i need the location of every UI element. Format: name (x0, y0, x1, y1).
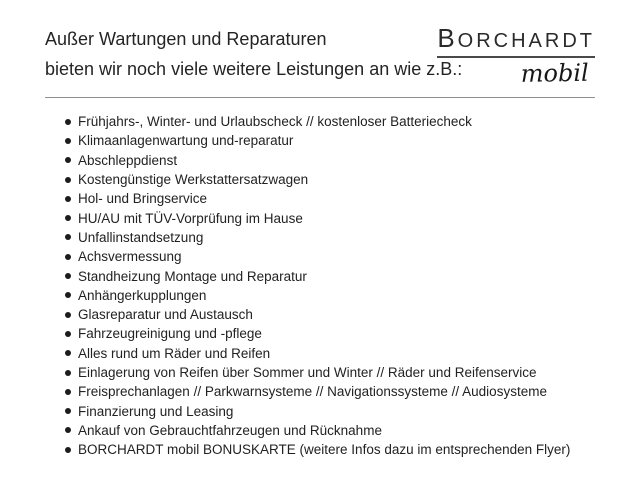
service-label: Unfallinstandsetzung (78, 229, 204, 245)
bullet-icon (65, 408, 71, 414)
service-label: Abschleppdienst (78, 152, 178, 168)
bullet-icon (65, 215, 71, 221)
list-item (45, 382, 610, 401)
list-item (45, 131, 610, 150)
list-item (45, 324, 610, 343)
logo-subtitle: mobil (520, 58, 590, 88)
list-item (45, 112, 610, 131)
service-label: Anhängerkupplungen (78, 287, 207, 303)
header-line-1: Außer Wartungen und Reparaturen (45, 29, 327, 49)
service-label: Frühjahrs-, Winter- und Urlaubscheck // kostenloser Batteriecheck (78, 114, 472, 130)
header-line-2: bieten wir noch viele weitere Leistungen an wie z.B.: (45, 59, 463, 79)
service-label: Alles rund um Räder und Reifen (78, 345, 271, 361)
service-label: Fahrzeugreinigung und -pflege (78, 326, 262, 342)
logo-wordmark (437, 25, 595, 58)
service-label: Einlagerung von Reifen über Sommer und Winter // Räder und Reifenservice (78, 365, 537, 380)
list-item (45, 363, 610, 382)
service-label: BORCHARDT mobil BONUSKARTE (weitere Infos dazu im entsprechenden Flyer) (78, 442, 571, 458)
bullet-icon (65, 370, 71, 376)
logo-initial: B (437, 23, 458, 53)
bullet-icon (65, 447, 71, 453)
service-label: Achsvermessung (78, 249, 182, 265)
service-label: Klimaanlagenwartung und-reparatur (78, 133, 294, 149)
bullet-icon (65, 157, 71, 163)
logo-rest: ORCHARDT (457, 30, 595, 52)
bullet-icon (65, 389, 71, 395)
service-label: Freisprechanlagen // Parkwarnsysteme // Navigationssysteme // Audiosysteme (78, 384, 547, 400)
header (45, 23, 595, 88)
bullet-icon (65, 427, 71, 433)
bullet-icon (65, 177, 71, 183)
bullet-icon (65, 292, 71, 298)
services-list (45, 112, 610, 459)
bullet-icon (65, 254, 71, 260)
bullet-icon (65, 138, 71, 144)
bullet-icon (65, 196, 71, 202)
borchardt-logo (437, 25, 595, 87)
list-item (45, 344, 610, 363)
list-item (45, 208, 610, 227)
service-label: Finanzierung und Leasing (78, 403, 234, 419)
list-item (45, 189, 610, 208)
service-label: Standheizung Montage und Reparatur (78, 268, 307, 284)
list-item (45, 421, 610, 440)
list-item (45, 305, 610, 324)
list-item (45, 228, 610, 247)
service-label: Glasreparatur und Austausch (78, 307, 253, 323)
list-item (45, 286, 610, 305)
bullet-icon (65, 119, 71, 125)
bullet-icon (65, 331, 71, 337)
list-item (45, 170, 610, 189)
bullet-icon (65, 312, 71, 318)
list-item (45, 440, 610, 459)
list-item (45, 151, 610, 170)
bullet-icon (65, 234, 71, 240)
service-label: Kostengünstige Werkstattersatzwagen (78, 172, 309, 188)
list-item (45, 266, 610, 285)
bullet-icon (65, 350, 71, 356)
header-divider (45, 97, 595, 98)
bullet-icon (65, 273, 71, 279)
list-item (45, 401, 610, 420)
service-label: HU/AU mit TÜV-Vorprüfung im Hause (78, 210, 303, 226)
list-item (45, 247, 610, 266)
service-label: Ankauf von Gebrauchtfahrzeugen und Rücknahme (78, 422, 382, 438)
service-label: Hol- und Bringservice (78, 191, 208, 207)
